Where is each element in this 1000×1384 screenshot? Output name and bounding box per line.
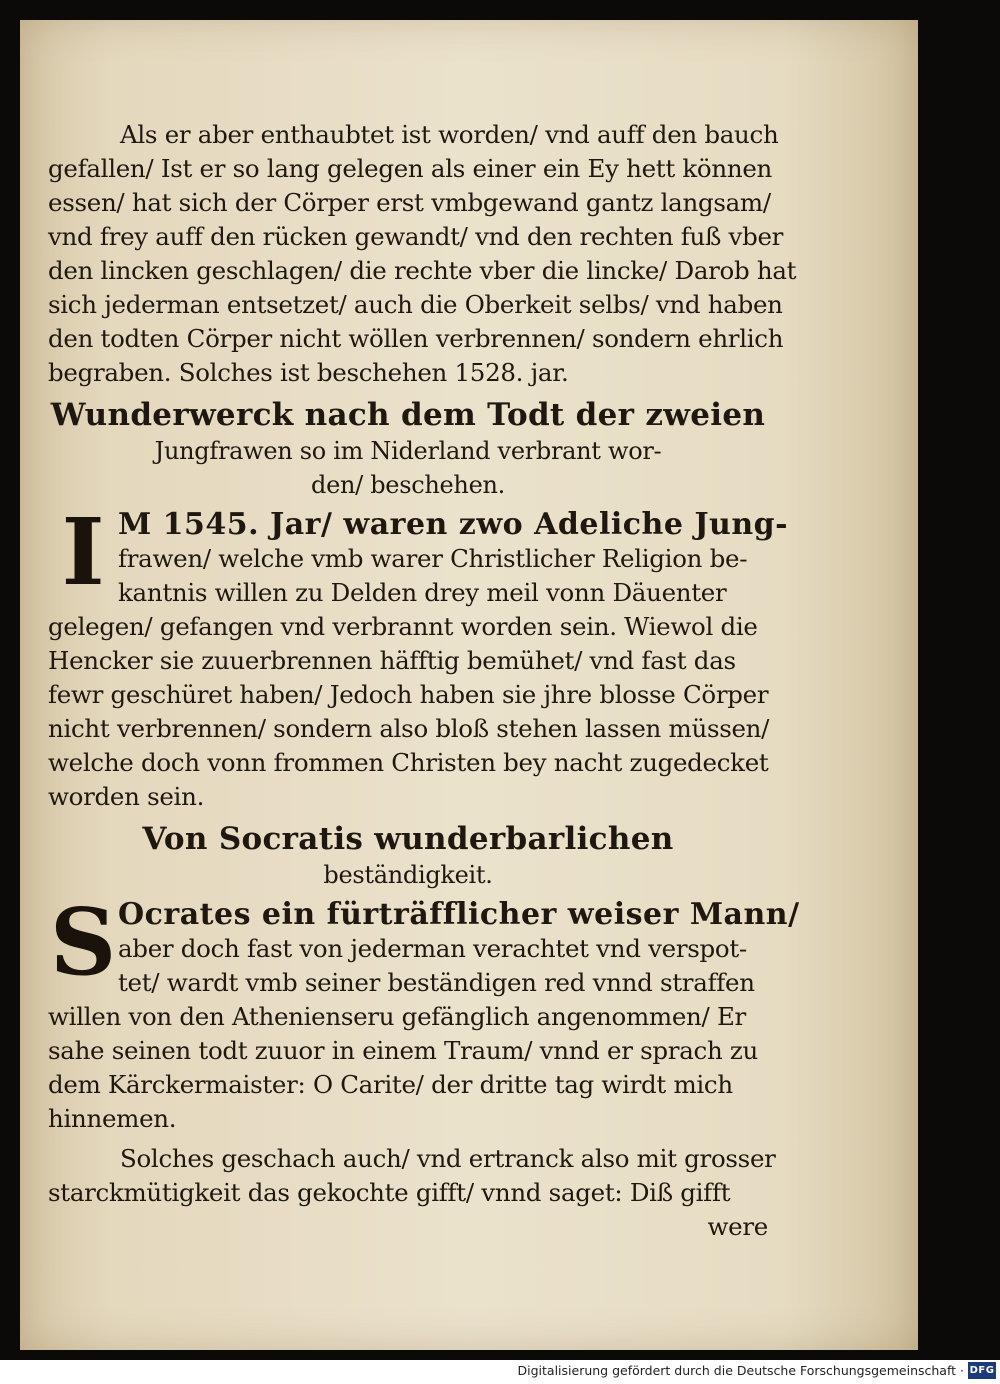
text-line: Als er aber enthaubtet ist worden/ vnd auff den bauch xyxy=(120,120,779,149)
text-line-first: Ocrates ein fürträfflicher weiser Mann/ xyxy=(118,897,800,932)
footer-bar xyxy=(0,1360,1000,1384)
heading-main: Von Socratis wunderbarlichen xyxy=(142,821,674,857)
text-line: frawen/ welche vmb warer Christlicher Religion be- xyxy=(118,544,748,573)
drop-cap-initial: S xyxy=(49,888,117,996)
text-line: den todten Cörper nicht wöllen verbrennen/ sondern ehrlich xyxy=(48,324,784,353)
text-line: kantnis willen zu Delden drey meil vonn Däuenter xyxy=(118,578,727,607)
drop-cap-initial: I xyxy=(61,498,105,606)
page-text xyxy=(48,118,800,1250)
paragraph-3 xyxy=(48,888,800,1136)
text-line: worden sein. xyxy=(48,782,205,811)
heading-sub-line: den/ beschehen. xyxy=(311,471,505,499)
section-heading-2 xyxy=(48,820,768,892)
heading-main: Wunderwerck nach dem Todt der zweien xyxy=(50,397,766,433)
text-line: fewr geschüret haben/ Jedoch haben sie jhre blosse Cörper xyxy=(48,680,769,709)
text-line-first: M 1545. Jar/ waren zwo Adeliche Jung- xyxy=(118,507,789,542)
paragraph-1 xyxy=(48,118,797,390)
paragraph-2 xyxy=(48,498,789,814)
book-page xyxy=(20,20,918,1350)
text-line: sich jederman entsetzet/ auch die Oberkeit selbs/ vnd haben xyxy=(48,290,783,319)
text-line: willen von den Athenienseru gefänglich angenommen/ Er xyxy=(48,1002,746,1031)
heading-sub-line: Jungfrawen so im Niderland verbrant wor- xyxy=(154,437,662,465)
text-line: Hencker sie zuuerbrennen häfftig bemühet/ vnd fast das xyxy=(48,646,736,675)
text-line: Solches geschach auch/ vnd ertranck also mit grosser xyxy=(120,1144,776,1173)
paragraph-4 xyxy=(48,1142,776,1244)
text-line: gefallen/ Ist er so lang gelegen als einer ein Ey hett können xyxy=(48,154,773,183)
heading-sub-line: beständigkeit. xyxy=(323,861,493,889)
text-line: begraben. Solches ist beschehen 1528. jar. xyxy=(48,358,569,387)
text-line: den lincken geschlagen/ die rechte vber die lincke/ Darob hat xyxy=(48,256,797,285)
text-line: dem Kärckermaister: O Carite/ der dritte tag wirdt mich xyxy=(48,1070,733,1099)
text-line: essen/ hat sich der Cörper erst vmbgewand gantz langsam/ xyxy=(48,188,771,217)
text-line: vnd frey auff den rücken gewandt/ vnd den rechten fuß vber xyxy=(48,222,784,251)
text-line: sahe seinen todt zuuor in einem Traum/ vnnd er sprach zu xyxy=(48,1036,758,1065)
text-line: welche doch vonn frommen Christen bey nacht zugedecket xyxy=(48,748,769,777)
text-line: gelegen/ gefangen vnd verbrannt worden sein. Wiewol die xyxy=(48,612,758,641)
dfg-logo-icon: DFG xyxy=(968,1362,996,1379)
funding-notice: Digitalisierung gefördert durch die Deutsche Forschungsgemeinschaft · xyxy=(517,1363,964,1378)
text-line: hinnemen. xyxy=(48,1104,177,1133)
text-line: aber doch fast von jederman verachtet vnd verspot- xyxy=(118,934,747,963)
text-line: nicht verbrennen/ sondern also bloß stehen lassen müssen/ xyxy=(48,714,770,743)
text-line: tet/ wardt vmb seiner beständigen red vnnd straffen xyxy=(118,968,755,997)
section-heading-1 xyxy=(48,396,768,502)
catchword: were xyxy=(707,1212,768,1241)
text-line: starckmütigkeit das gekochte gifft/ vnnd saget: Diß gifft xyxy=(48,1178,731,1207)
